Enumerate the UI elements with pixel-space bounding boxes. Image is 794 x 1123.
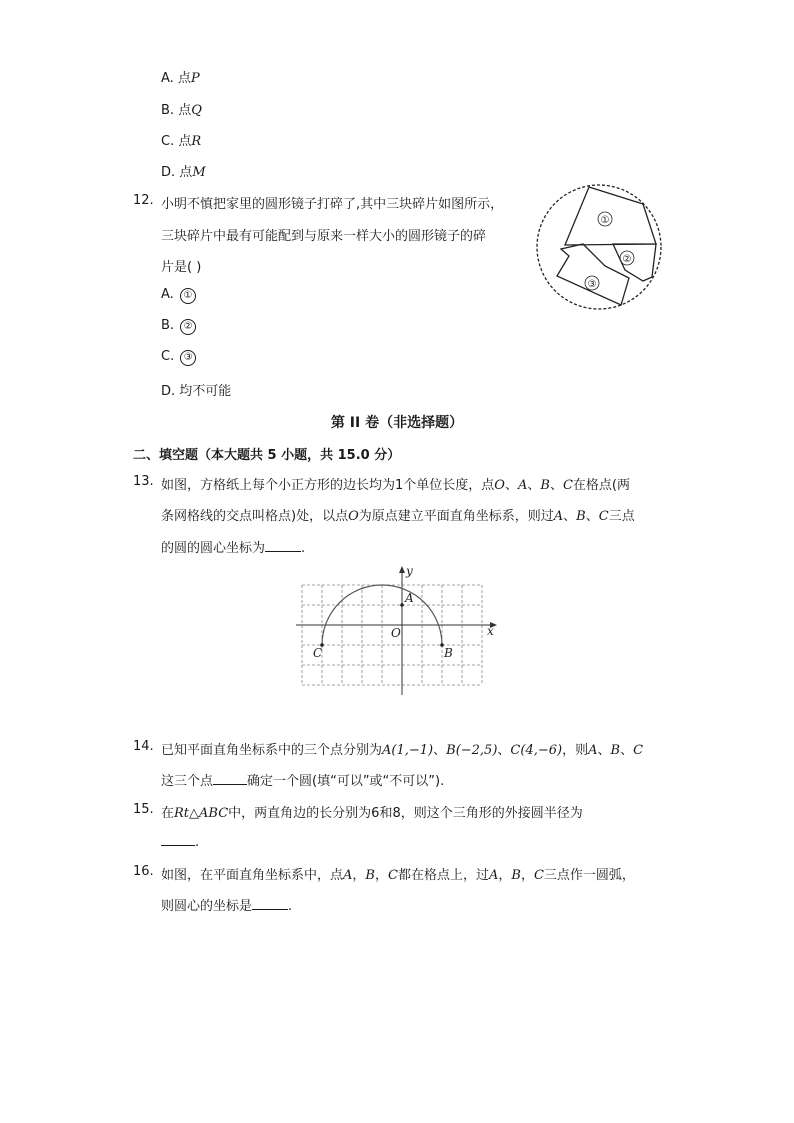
fragment-3 — [557, 244, 629, 305]
part-2-title: 第 II 卷（非选择题） — [330, 415, 464, 431]
point-a-label: A — [405, 591, 414, 605]
q12-stem-line2: 三块碎片中最有可能配到与原来一样大小的圆形镜子的碎 — [161, 229, 487, 244]
q13-stem-line3: 的圆的圆心坐标为 . — [161, 541, 306, 556]
point-a — [400, 603, 404, 607]
section-2-heading: 二、填空题（本大题共 5 小题，共 15.0 分） — [133, 448, 401, 463]
fragment-2-label: ② — [622, 254, 632, 265]
q13-coordinate-grid-figure — [292, 563, 504, 699]
q16-number: 16. — [133, 864, 154, 879]
q16-answer-blank — [252, 897, 288, 910]
q12-number: 12. — [133, 193, 154, 208]
x-axis-label: x — [487, 624, 494, 638]
q11-option-d: D. 点M — [161, 165, 206, 180]
q15-stem-line1: 在Rt△ABC中，两直角边的长分别为6和8，则这个三角形的外接圆半径为 — [161, 806, 583, 821]
y-axis-arrow — [399, 566, 405, 573]
point-c-label: C — [313, 646, 323, 660]
mirror-fragments-figure — [533, 182, 665, 312]
q14-stem-line1: 已知平面直角坐标系中的三个点分别为A(1,−1)、B(−2,5)、C(4,−6)，则A、B、C — [161, 743, 644, 758]
q12-option-a: A. ① — [161, 287, 196, 304]
q14-number: 14. — [133, 739, 154, 754]
q12-option-d: D. 均不可能 — [161, 384, 232, 399]
q12-stem-line3: 片是( ) — [161, 260, 202, 275]
fragment-3-label: ③ — [587, 279, 597, 290]
q11-option-b: B. 点Q — [161, 103, 202, 118]
origin-label: O — [391, 626, 401, 640]
q13-stem-line1: 如图，方格纸上每个小正方形的边长均为1个单位长度，点O、A、B、C在格点(两 — [161, 478, 630, 493]
q13-stem-line2: 条网格线的交点叫格点)处，以点O为原点建立平面直角坐标系，则过A、B、C三点 — [161, 509, 635, 524]
point-b-label: B — [444, 646, 453, 660]
q15-stem-line2: . — [161, 833, 199, 850]
q12-option-b: B. ② — [161, 318, 196, 335]
y-axis-label: y — [406, 564, 413, 578]
fragment-1 — [565, 187, 656, 245]
fragment-1-label: ① — [600, 215, 610, 226]
q15-answer-blank — [161, 833, 195, 846]
q16-stem-line2: 则圆心的坐标是 . — [161, 899, 293, 914]
q15-number: 15. — [133, 802, 154, 817]
q12-option-c: C. ③ — [161, 349, 196, 366]
q11-option-c: C. 点R — [161, 134, 202, 149]
q12-stem-line1: 小明不慎把家里的圆形镜子打碎了,其中三块碎片如图所示， — [161, 197, 504, 212]
q13-answer-blank — [265, 539, 301, 552]
q14-answer-blank — [213, 772, 247, 785]
q11-option-a: A. 点P — [161, 71, 200, 86]
q14-stem-line2: 这三个点 确定一个圆(填“可以”或“不可以”). — [161, 774, 445, 789]
q16-stem-line1: 如图，在平面直角坐标系中，点A，B，C都在格点上，过A，B，C三点作一圆弧， — [161, 868, 635, 883]
fragment-2 — [613, 244, 656, 281]
q13-number: 13. — [133, 474, 154, 489]
